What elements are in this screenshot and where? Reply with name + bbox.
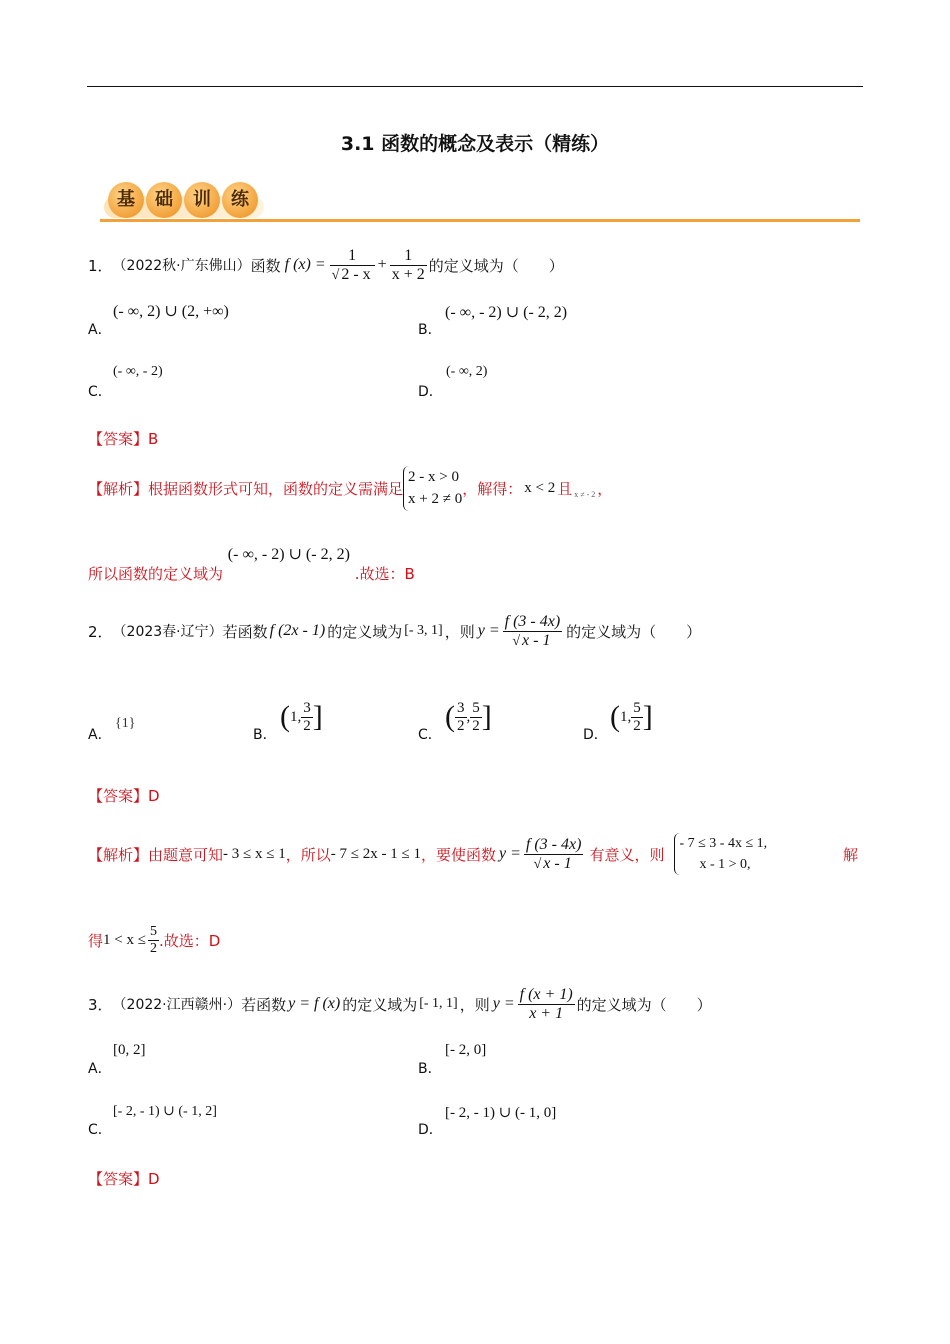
- banner-char-2: 础: [146, 182, 182, 218]
- banner-char-1: 基: [108, 182, 144, 218]
- q1-func: f (x) =: [284, 256, 326, 273]
- q2-m2: - 7 ≤ 2x - 1 ≤ 1: [330, 845, 421, 862]
- q2-source: （2023春·辽宁）: [112, 624, 223, 640]
- q2-mid: 的定义域为: [327, 622, 403, 641]
- q1-comma: ，: [597, 479, 613, 498]
- q3-option-b-value: [- 2, 0]: [445, 1042, 487, 1058]
- q2-option-d-label: D．: [583, 727, 608, 743]
- q2-answer: 【答案】D: [88, 787, 160, 805]
- banner-char-4: 练: [222, 182, 258, 218]
- q2-analysis: [88, 816, 858, 892]
- q3-domain: [- 1, 1]: [419, 996, 458, 1011]
- q2-t2: ，所以: [285, 845, 331, 864]
- q2-m1: - 3 ≤ x ≤ 1: [223, 845, 286, 862]
- q1-condition-1: 2 - x > 0: [408, 468, 459, 485]
- q2-option-b-label: B．: [253, 727, 277, 743]
- q2-y-eq: y =: [477, 622, 500, 639]
- q1-option-a-label: A．: [88, 322, 112, 338]
- q1-option-b-label: B．: [418, 322, 442, 338]
- q1-number: 1．: [88, 256, 113, 275]
- q2-option-a-value: {1}: [115, 716, 136, 731]
- q2-t5: 解: [842, 845, 858, 864]
- q1-source: （2022秋·广东佛山）: [112, 258, 251, 274]
- q3-lead: 若函数: [241, 995, 287, 1014]
- q1-and-text: 且: [557, 479, 573, 498]
- q3-option-d-value: [- 2, - 1) ∪ (- 1, 0]: [445, 1105, 557, 1121]
- q2-condition-2: x - 1 > 0,: [699, 857, 751, 872]
- q2-m3: 1 < x ≤: [103, 931, 146, 948]
- q1-condition-2: x + 2 ≠ 0: [408, 491, 463, 507]
- q2-then: ，则: [444, 622, 475, 641]
- q1-lead: 函数: [250, 256, 281, 275]
- q2-m3-fraction: $\frac{5}{2}$: [149, 924, 157, 956]
- q2-condition-system: [674, 833, 767, 875]
- q3-answer: 【答案】D: [88, 1170, 160, 1188]
- q1-conclusion-tail: .故选：B: [354, 565, 415, 583]
- q2-option-c-label: C．: [418, 727, 442, 743]
- q1-conclusion-text: 所以函数的定义域为: [88, 565, 224, 583]
- q2-option-c-value: ( $\frac{3}{2}$ , $\frac{5}{2}$ ]: [445, 700, 492, 734]
- q2-domain: [- 3, 1]: [404, 623, 443, 638]
- q2-t4: 有意义，则: [589, 845, 665, 864]
- q1-fraction-2: $\frac{1}{x + 2}$: [391, 246, 425, 283]
- q3-option-a-value: [0, 2]: [113, 1042, 146, 1058]
- q3-then: ，则: [459, 995, 490, 1014]
- q3-number: 3．: [88, 995, 113, 1014]
- q1-answer: 【答案】B: [88, 430, 159, 448]
- q2-option-d-value: ( 1, $\frac{5}{2}$ ]: [610, 700, 653, 734]
- q3-mid: 的定义域为: [342, 995, 418, 1014]
- q1-tail: 的定义域为（ ）: [428, 256, 564, 275]
- q1-analysis-text: 根据函数形式可知，函数的定义需满足: [148, 479, 404, 498]
- q3-func: y = f (x): [288, 995, 341, 1012]
- q2-t1: 由题意可知: [148, 845, 224, 864]
- q1-conclusion: [88, 543, 415, 583]
- q1-plus: +: [377, 256, 387, 273]
- q3-option-d-label: D．: [418, 1122, 443, 1138]
- q2-func: f (2x - 1): [269, 622, 326, 639]
- q2-analysis-fraction: $\frac{f (3 - 4x)}{√ x - 1}$: [525, 835, 582, 872]
- q2-tail: 的定义域为（ ）: [566, 622, 702, 641]
- q3-option-a-label: A．: [88, 1061, 112, 1077]
- q2-analysis-label: 【解析】: [88, 845, 149, 864]
- q3-source: （2022·江西赣州·）: [112, 997, 242, 1013]
- q2-t7: .故选：D: [158, 931, 221, 950]
- page-title: 3.1 函数的概念及表示（精练）: [340, 133, 610, 155]
- q1-option-c-label: C．: [88, 384, 112, 400]
- q2-t6: 得: [88, 931, 104, 950]
- q1-and-math: x ≠ - 2: [574, 489, 596, 499]
- q2-t3: ，要使函数: [420, 845, 496, 864]
- q1-solve-text: ，解得：: [462, 479, 523, 498]
- q1-condition-system: [403, 466, 462, 511]
- q1-fraction-1: $\frac{1}{√ 2 - x}$: [330, 247, 375, 283]
- q1-stem: [88, 244, 564, 286]
- q1-analysis-label: 【解析】: [88, 479, 149, 498]
- q2-option-b-value: ( 1, $\frac{3}{2}$ ]: [280, 700, 323, 734]
- q2-number: 2．: [88, 622, 113, 641]
- q3-tail: 的定义域为（ ）: [576, 995, 712, 1014]
- q1-solve-math: x < 2: [524, 479, 556, 496]
- top-rule: [87, 86, 863, 87]
- q3-stem: [88, 980, 712, 1028]
- q2-condition-1: - 7 ≤ 3 - 4x ≤ 1,: [679, 836, 768, 851]
- banner-rule: [100, 219, 860, 222]
- q3-option-c-value: [- 2, - 1) ∪ (- 1, 2]: [113, 1104, 217, 1119]
- q2-fraction: $\frac{f (3 - 4x)}{√ x - 1}$: [504, 612, 561, 649]
- q1-analysis: [88, 460, 612, 516]
- q1-option-c-value: (- ∞, - 2): [113, 364, 163, 379]
- q2-conclusion: [88, 918, 220, 962]
- q1-option-d-value: (- ∞, 2): [446, 364, 488, 379]
- q1-conclusion-math: (- ∞, - 2) ∪ (- 2, 2): [227, 546, 350, 563]
- q3-option-c-label: C．: [88, 1122, 112, 1138]
- q2-option-a-label: A．: [88, 727, 112, 743]
- q1-option-d-label: D．: [418, 384, 443, 400]
- q2-lead: 若函数: [222, 622, 268, 641]
- q2-stem: [88, 605, 701, 657]
- q3-fraction: $\frac{f (x + 1)}{x + 1}$: [519, 985, 573, 1022]
- q1-option-a-value: (- ∞, 2) ∪ (2, +∞): [113, 303, 229, 320]
- q3-y-eq: y =: [492, 995, 515, 1012]
- q3-option-b-label: B．: [418, 1061, 442, 1077]
- q2-analysis-y-eq: y =: [499, 845, 521, 862]
- q1-option-b-value: (- ∞, - 2) ∪ (- 2, 2): [445, 304, 568, 321]
- banner-char-3: 训: [184, 182, 220, 218]
